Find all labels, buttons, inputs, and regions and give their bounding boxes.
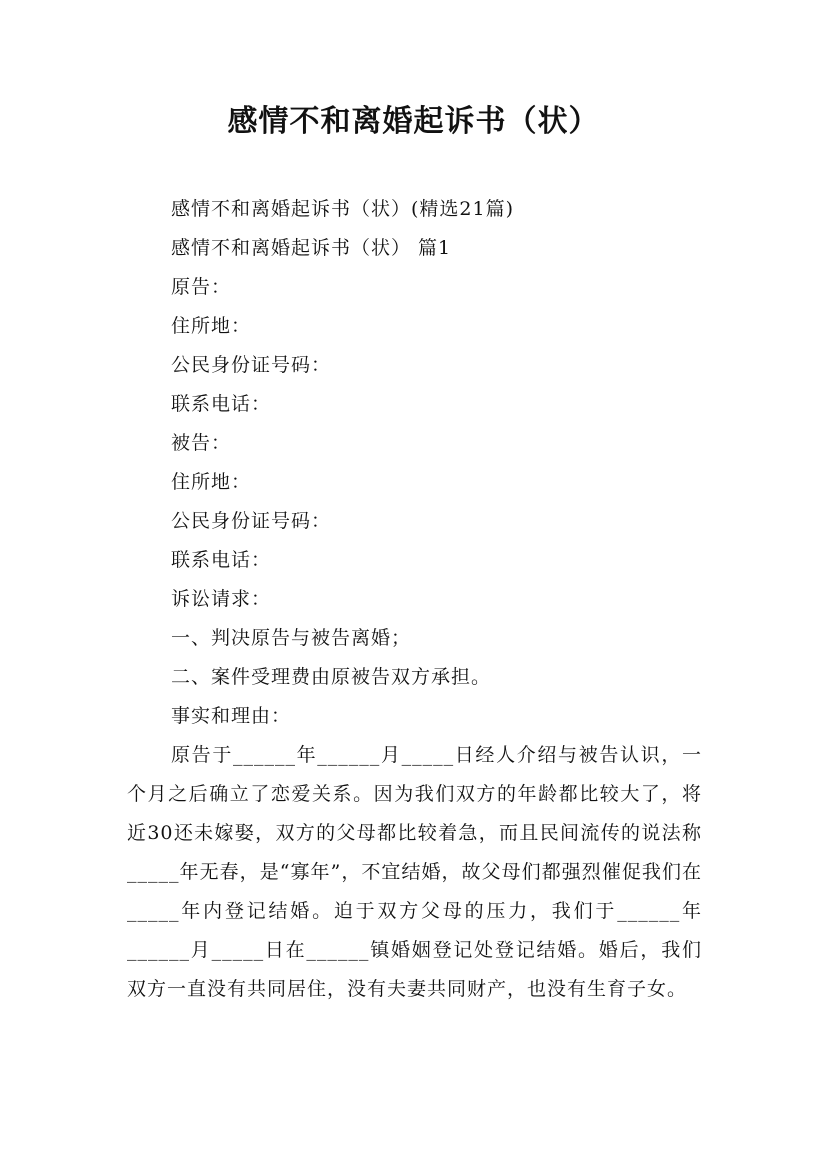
- document-body: [127, 190, 702, 1009]
- plaintiff-id-label: 公民身份证号码：: [171, 354, 332, 376]
- subtitle-line: 感情不和离婚起诉书（状）(精选21篇): [171, 198, 515, 220]
- defendant-id-label: 公民身份证号码：: [171, 510, 332, 532]
- defendant-phone-label: 联系电话：: [171, 549, 272, 571]
- claim-item-2: 二、案件受理费由原被告双方承担。: [171, 666, 492, 688]
- plaintiff-label: 原告：: [171, 276, 232, 298]
- plaintiff-phone-label: 联系电话：: [171, 393, 272, 415]
- section-heading: 感情不和离婚起诉书（状） 篇1: [171, 237, 452, 259]
- claim-item-1: 一、判决原告与被告离婚；: [171, 627, 412, 649]
- defendant-address-label: 住所地：: [171, 471, 252, 493]
- claims-heading: 诉讼请求：: [171, 588, 272, 610]
- plaintiff-address-label: 住所地：: [171, 315, 252, 337]
- defendant-label: 被告：: [171, 432, 232, 454]
- document-title: 感情不和离婚起诉书（状）: [227, 104, 600, 139]
- facts-paragraph: 原告于______年______月_____日经人介绍与被告认识，一个月之后确立了恋爱关系。因为我们双方的年龄都比较大了，将近30还未嫁娶，双方的父母都比较着急，而且民间流传的说法称_____年无春，是“寡年”，不宜结婚，故父母们都强烈催促我们在_____年内登记结婚。迫于双方父母的压力，我们于______年______月_____日在______镇婚姻登记处登记结婚。婚后，我们双方一直没有共同居住，没有夫妻共同财产，也没有生育子女。: [127, 744, 702, 1000]
- facts-heading: 事实和理由：: [171, 705, 292, 727]
